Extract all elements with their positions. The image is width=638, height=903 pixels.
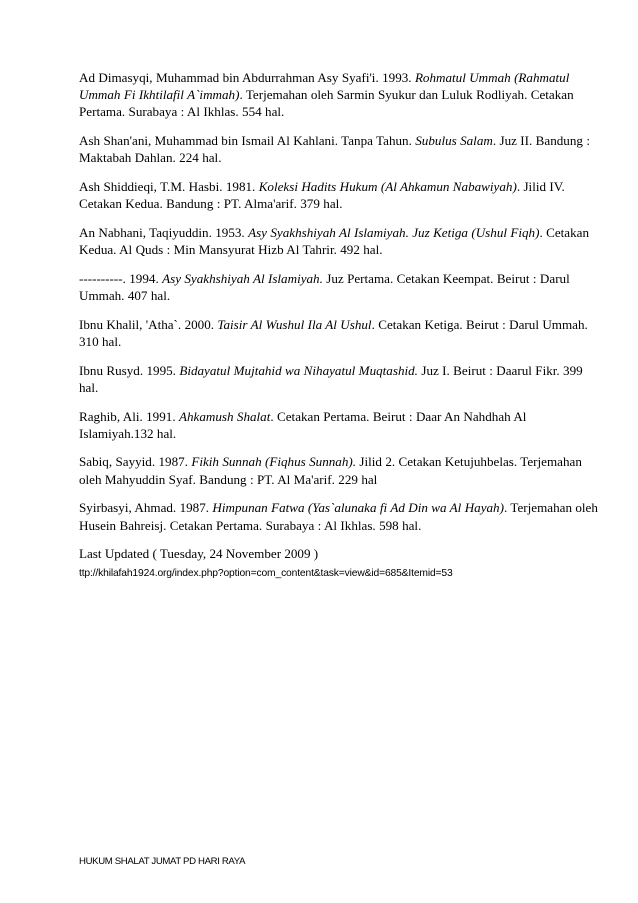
entry-title: Ahkamush Shalat <box>178 408 271 424</box>
entry-title: Rohmatul Ummah (Rahmatul Ummah Fi Ikhtilafil A`immah) <box>79 70 570 103</box>
entry-title: Asy Syakhshiyah Al Islamiyah. <box>162 270 323 286</box>
entry-author-year: Ibnu Khalil, 'Atha`. 2000. <box>79 316 218 332</box>
entry-author-year: Syirbasyi, Ahmad. 1987. <box>79 500 213 516</box>
entry-author-year: Raghib, Ali. 1991. <box>79 408 179 424</box>
last-updated-text: Last Updated ( Tuesday, 24 November 2009 ) <box>79 546 319 562</box>
entry-publication: Juz Pertama. Cetakan Keempat. Beirut : Darul Ummah. 407 hal. <box>79 270 570 304</box>
entry-author-year: Sabiq, Sayyid. 1987. <box>79 454 192 470</box>
bibliography-entry-4 <box>79 224 599 258</box>
bibliography-entry-10 <box>79 499 599 533</box>
entry-author-year: Ibnu Rusyd. 1995. <box>79 362 180 378</box>
bibliography-entry-7 <box>79 362 599 396</box>
entry-title: Taisir Al Wushul Ila Al Ushul <box>217 316 372 332</box>
entry-publication: Jilid 2. Cetakan Ketujuhbelas. Terjemahan oleh Mahyuddin Syaf. Bandung : PT. Al Ma'arif. 229 hal <box>79 454 582 487</box>
entry-publication: . Cetakan Pertama. Beirut : Daar An Nahdhah Al Islamiyah.132 hal. <box>79 408 527 441</box>
bibliography-entry-1 <box>79 69 599 121</box>
bibliography-list <box>79 69 599 581</box>
bibliography-entry-8 <box>79 408 599 442</box>
bibliography-entry-6 <box>79 316 599 350</box>
entry-publication: . Cetakan Kedua. Al Quds : Min Mansyurat Hizb Al Tahrir. 492 hal. <box>79 224 590 258</box>
entry-author-year: An Nabhani, Taqiyuddin. 1953. <box>79 224 249 240</box>
page-footer: HUKUM SHALAT JUMAT PD HARI RAYA <box>79 856 246 867</box>
entry-title: Bidayatul Mujtahid wa Nihayatul Muqtashid. <box>179 362 418 378</box>
bibliography-entry-9 <box>79 453 599 487</box>
entry-publication: . Terjemahan oleh Sarmin Syukur dan Luluk Rodliyah. Cetakan Pertama. Surabaya : Al Ikhlas. 554 hal. <box>79 87 574 120</box>
entry-publication: . Jilid IV. Cetakan Kedua. Bandung : PT. Alma'arif. 379 hal. <box>79 179 565 212</box>
entry-title: Asy Syakhshiyah Al Islamiyah. Juz Ketiga (Ushul Fiqh) <box>248 224 540 240</box>
entry-publication: Juz I. Beirut : Daarul Fikr. 399 hal. <box>79 362 583 395</box>
entry-title: Fikih Sunnah (Fiqhus Sunnah). <box>191 454 357 470</box>
entry-author-year: Ash Shan'ani, Muhammad bin Ismail Al Kahlani. Tanpa Tahun. <box>79 133 416 149</box>
bibliography-entry-2 <box>79 132 599 166</box>
entry-publication: . Terjemahan oleh Husein Bahreisj. Cetakan Pertama. Surabaya : Al Ikhlas. 598 hal. <box>79 500 598 533</box>
bibliography-entry-5 <box>79 270 599 304</box>
entry-title: Himpunan Fatwa (Yas`alunaka fi Ad Din wa Al Hayah) <box>212 500 504 516</box>
entry-author-year: ----------. 1994. <box>79 270 163 286</box>
entry-title: Koleksi Hadits Hukum (Al Ahkamun Nabawiyah) <box>258 179 517 195</box>
source-url-text: ttp://khilafah1924.org/index.php?option=com_content&task=view&id=685&Itemid=53 <box>79 568 453 580</box>
entry-author-year: Ash Shiddieqi, T.M. Hasbi. 1981. <box>79 179 259 195</box>
entry-title: Subulus Salam <box>415 133 493 149</box>
bibliography-entry-3 <box>79 178 599 212</box>
entry-publication: . Juz II. Bandung : Maktabah Dahlan. 224 hal. <box>79 133 590 166</box>
entry-publication: . Cetakan Ketiga. Beirut : Darul Ummah. 310 hal. <box>79 316 588 349</box>
entry-author-year: Ad Dimasyqi, Muhammad bin Abdurrahman Asy Syafi'i. 1993. <box>79 70 415 85</box>
